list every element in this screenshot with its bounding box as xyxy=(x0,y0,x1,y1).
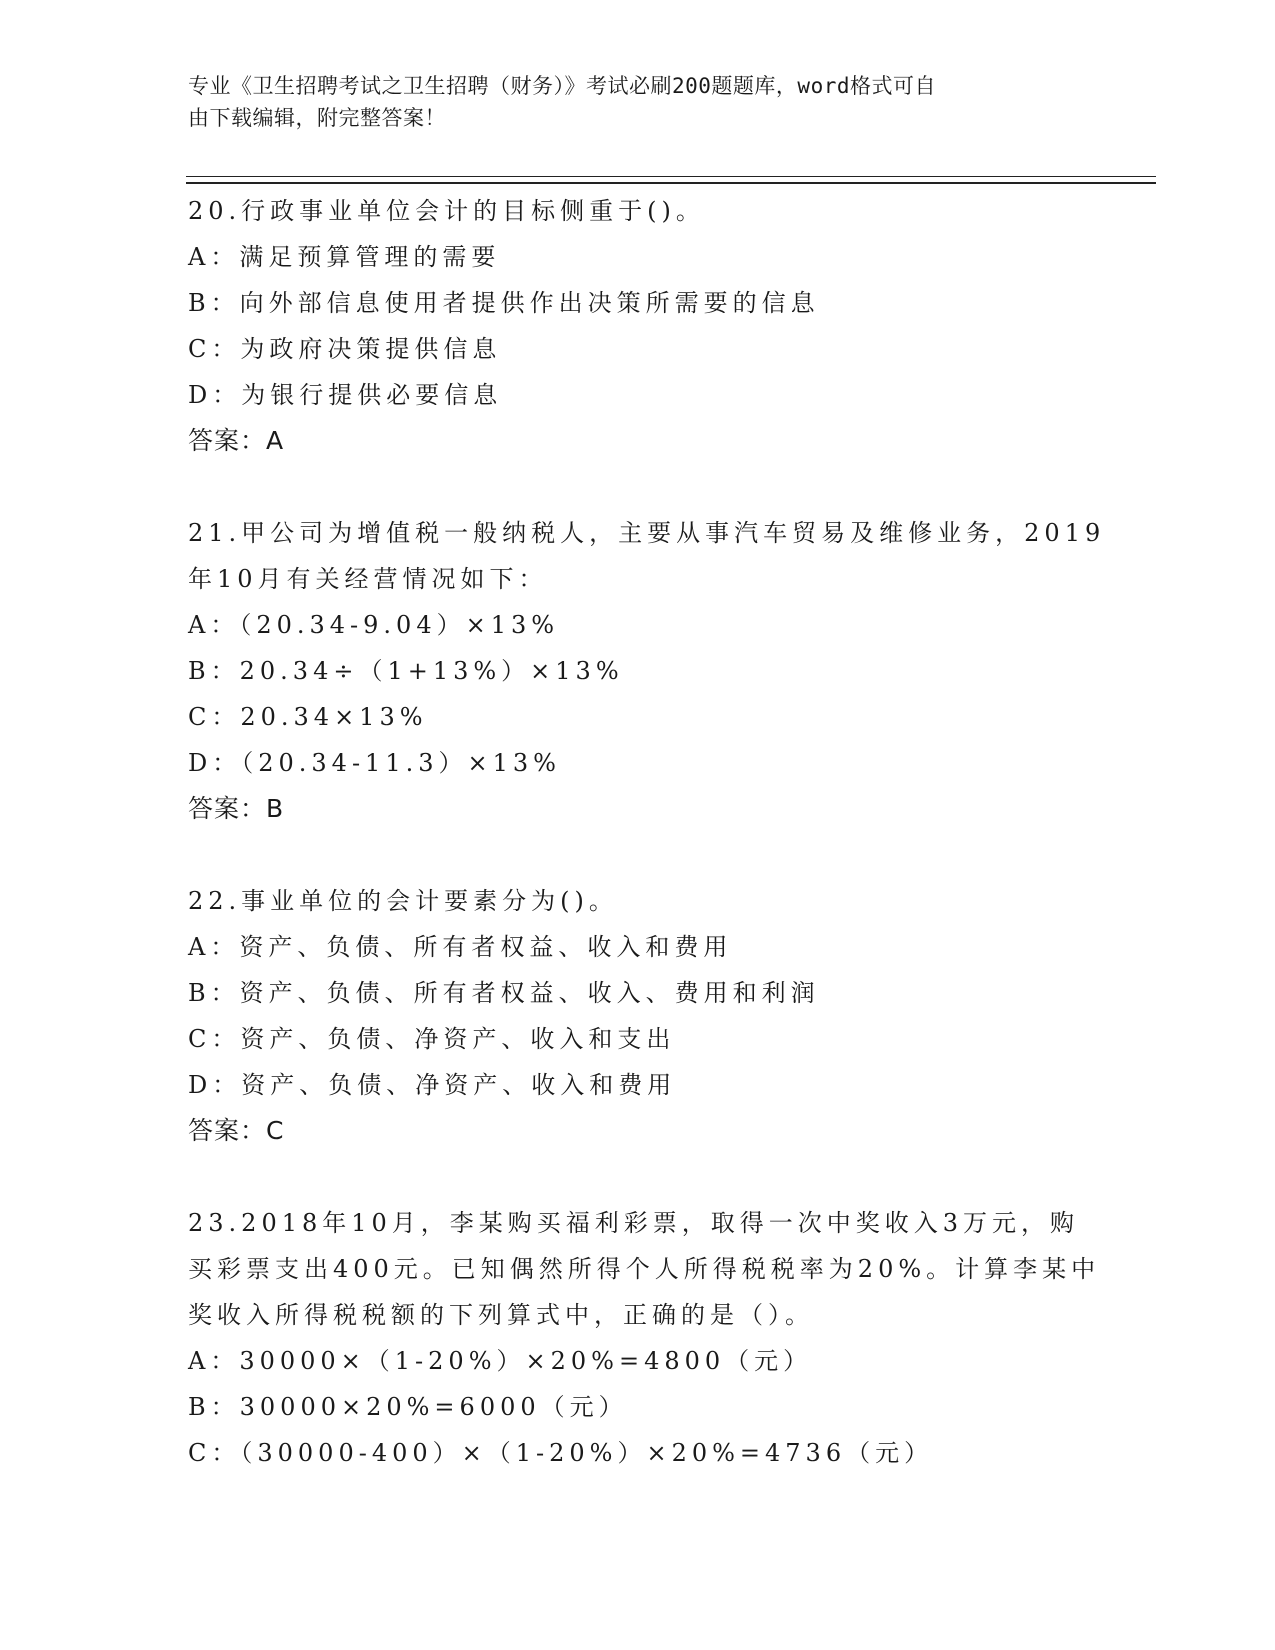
question-spacer xyxy=(188,1154,1088,1200)
question-23 xyxy=(188,1200,1101,1476)
question-21 xyxy=(188,510,1106,832)
header-divider-thick xyxy=(186,182,1156,184)
option-c: C：为政府决策提供信息 xyxy=(188,335,502,363)
option-a: A：（20.34-9.04）×13% xyxy=(188,611,560,639)
question-stem: 21.甲公司为增值税一般纳税人，主要从事汽车贸易及维修业务，2019 xyxy=(188,519,1106,547)
option-c: C：20.34×13% xyxy=(188,703,428,731)
question-stem: 20.行政事业单位会计的目标侧重于()。 xyxy=(188,197,705,225)
option-d: D：资产、负债、净资产、收入和费用 xyxy=(188,1071,677,1099)
option-c: C：（30000-400）×（1-20%）×20%=4736（元） xyxy=(188,1439,934,1467)
option-d: D：为银行提供必要信息 xyxy=(188,381,503,409)
question-spacer xyxy=(188,464,1088,510)
answer-line: 答案：C xyxy=(188,1116,285,1145)
question-stem-continued: 奖收入所得税税额的下列算式中，正确的是（）。 xyxy=(188,1301,814,1329)
option-b: B：资产、负债、所有者权益、收入、费用和利润 xyxy=(188,979,820,1007)
option-d: D：（20.34-11.3）×13% xyxy=(188,749,561,777)
question-22 xyxy=(188,878,1088,1154)
option-a: A：30000×（1-20%）×20%=4800（元） xyxy=(188,1347,813,1375)
header-divider-thin xyxy=(186,176,1156,177)
question-20 xyxy=(188,188,1088,464)
question-stem: 22.事业单位的会计要素分为()。 xyxy=(188,887,618,915)
option-a: A：满足预算管理的需要 xyxy=(188,243,501,271)
document-header xyxy=(188,70,1068,134)
answer-line: 答案：B xyxy=(188,794,285,823)
question-stem: 23.2018年10月，李某购买福利彩票，取得一次中奖收入3万元，购 xyxy=(188,1209,1080,1237)
option-b: B：30000×20%=6000（元） xyxy=(188,1393,628,1421)
header-line-1: 专业《卫生招聘考试之卫生招聘（财务）》考试必刷200题题库，word格式可自 xyxy=(188,74,936,98)
option-c: C：资产、负债、净资产、收入和支出 xyxy=(188,1025,676,1053)
header-line-2: 由下载编辑，附完整答案！ xyxy=(188,106,446,130)
question-stem-continued: 买彩票支出400元。已知偶然所得个人所得税税率为20%。计算李某中 xyxy=(188,1255,1101,1283)
option-b: B：向外部信息使用者提供作出决策所需要的信息 xyxy=(188,289,820,317)
answer-line: 答案：A xyxy=(188,426,285,455)
question-stem-continued: 年10月有关经营情况如下： xyxy=(188,565,548,593)
question-list xyxy=(188,188,1106,1476)
option-a: A：资产、负债、所有者权益、收入和费用 xyxy=(188,933,733,961)
question-spacer xyxy=(188,832,1088,878)
option-b: B：20.34÷（1+13%）×13% xyxy=(188,657,624,685)
